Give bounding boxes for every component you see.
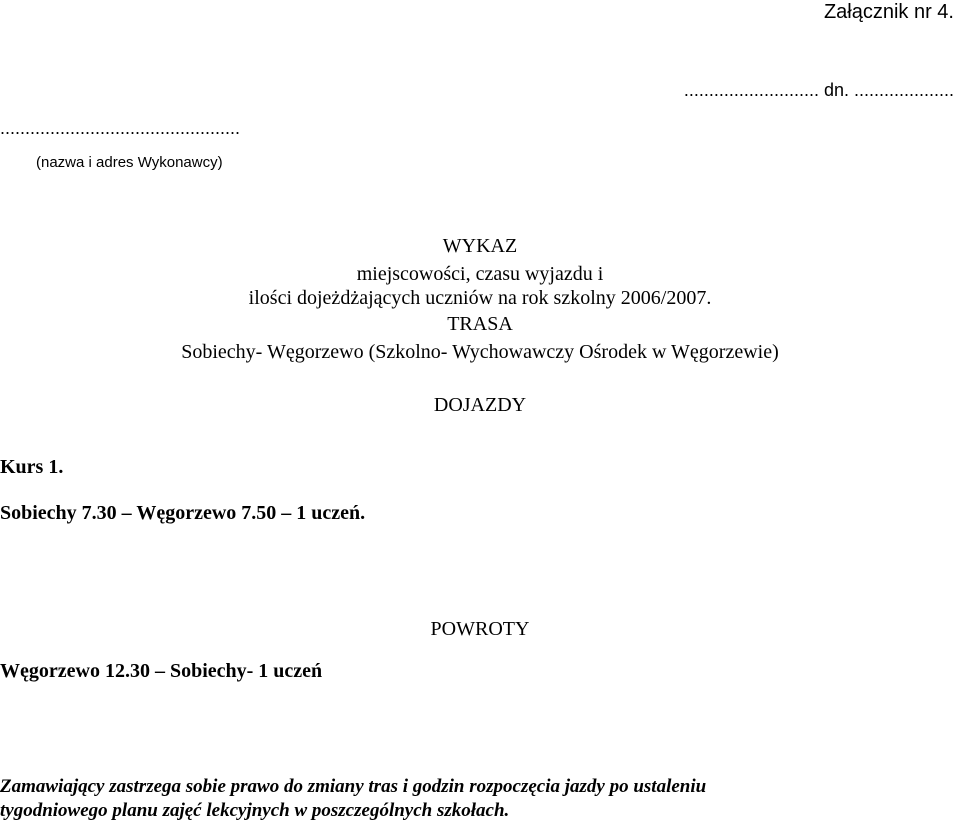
attachment-label: Załącznik nr 4. xyxy=(823,1,954,23)
departure-route: Sobiechy 7.30 – Węgorzewo 7.50 – 1 uczeń. xyxy=(0,502,366,524)
return-route: Węgorzewo 12.30 – Sobiechy- 1 uczeń xyxy=(0,660,323,682)
title-line-3: ilości dojeżdżających uczniów na rok szkolny 2006/2007. xyxy=(248,287,712,309)
contractor-name-field: ................................................ xyxy=(0,118,241,138)
document-title: WYKAZ xyxy=(442,235,518,257)
returns-heading: POWROTY xyxy=(430,618,530,640)
title-line-2: miejscowości, czasu wyjazdu i xyxy=(356,263,604,285)
route-description: Sobiechy- Węgorzewo (Szkolno- Wychowawczy Ośrodek w Węgorzewie) xyxy=(181,341,779,363)
note-line-1: Zamawiający zastrzega sobie prawo do zmiany tras i godzin rozpoczęcia jazdy po ustaleniu xyxy=(0,776,707,797)
departures-heading: DOJAZDY xyxy=(433,394,527,416)
contractor-caption: (nazwa i adres Wykonawcy) xyxy=(36,154,223,171)
route-label: TRASA xyxy=(447,313,513,335)
course-label: Kurs 1. xyxy=(0,456,64,478)
note-line-2: tygodniowego planu zajęć lekcyjnych w poszczególnych szkołach. xyxy=(0,800,510,821)
date-line: ........................... dn. .................... xyxy=(683,80,954,100)
